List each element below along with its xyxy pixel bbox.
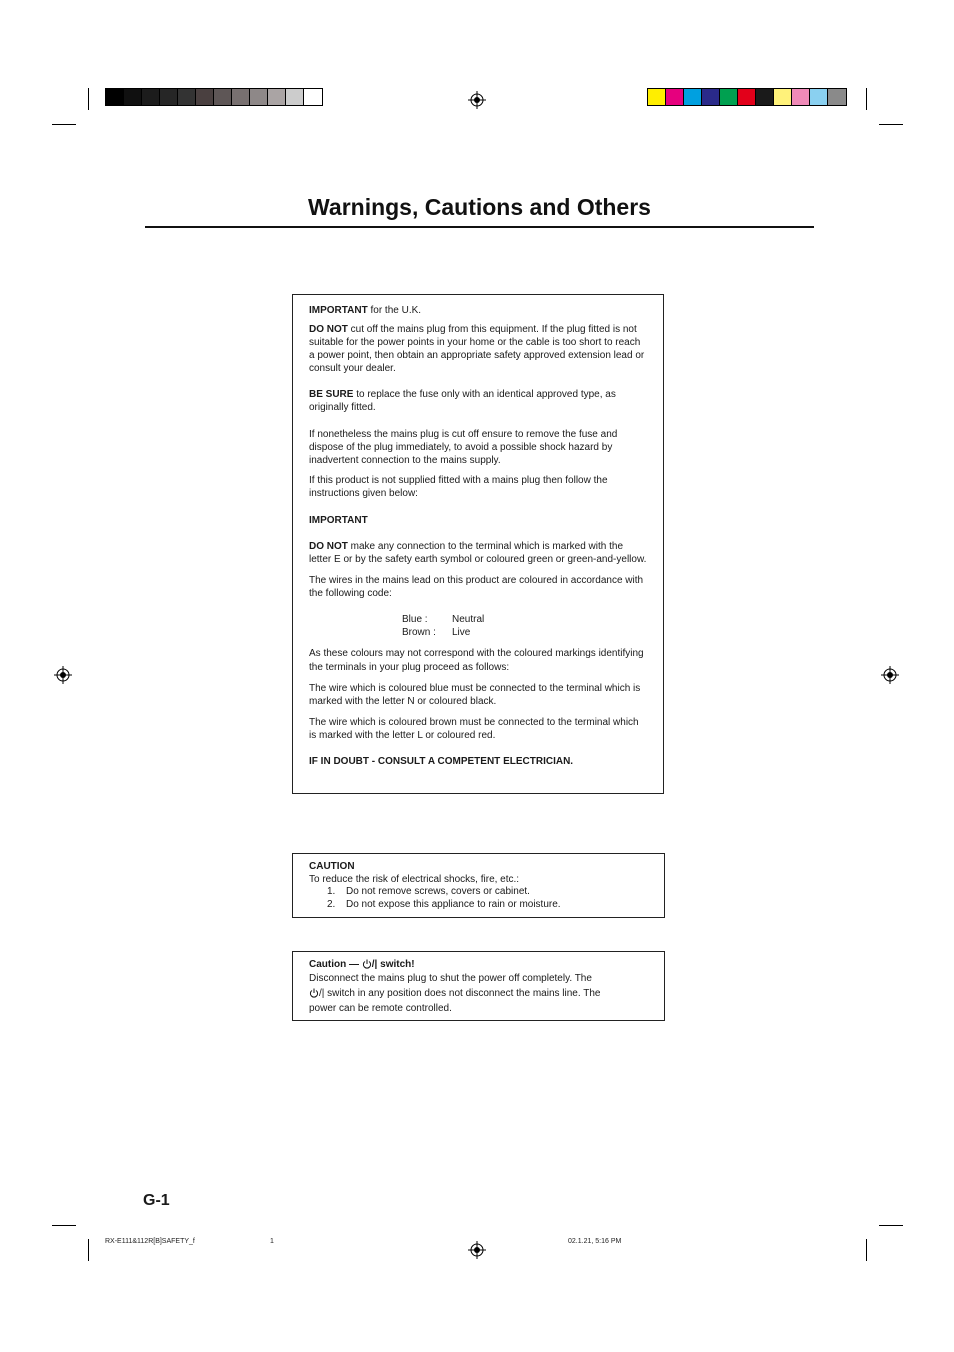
list-item: 1. Do not remove screws, covers or cabinet. [327, 886, 530, 897]
switch-caution-line: /| switch in any position does not disconnect the mains line. The [309, 987, 648, 1001]
page-number: G-1 [143, 1192, 170, 1209]
color-swatch [304, 89, 322, 105]
registration-mark-icon [468, 91, 486, 109]
important-uk-line: IMPORTANT for the U.K. [309, 305, 422, 316]
color-swatch [196, 89, 214, 105]
switch-caution-heading: Caution — /| switch! [309, 959, 415, 970]
color-swatch [214, 89, 232, 105]
caution-intro: To reduce the risk of electrical shocks, fire, etc.: [309, 873, 520, 885]
color-swatch [178, 89, 196, 105]
color-swatch [268, 89, 286, 105]
color-swatch [828, 89, 846, 105]
footer-page: 1 [270, 1238, 274, 1245]
color-swatch [738, 89, 756, 105]
color-swatch [232, 89, 250, 105]
blue-wire-paragraph: The wire which is coloured blue must be connected to the terminal which is marked with the letter N or coloured black. [309, 683, 641, 707]
crop-mark [88, 88, 89, 110]
important-heading: IMPORTANT [309, 515, 368, 526]
switch-caution-line: power can be remote controlled. [309, 1003, 452, 1014]
page-title: Warnings, Cautions and Others [308, 194, 651, 220]
be-sure-paragraph: BE SURE to replace the fuse only with an identical approved type, as originally fitted. [309, 389, 616, 413]
color-swatch [792, 89, 810, 105]
standby-switch-caution-box [292, 951, 665, 1021]
color-swatch [106, 89, 124, 105]
not-supplied-paragraph: If this product is not supplied fitted with a mains plug then follow the instructions given below: [309, 475, 608, 499]
caution-heading: CAUTION [309, 861, 355, 872]
do-not-cut-paragraph: DO NOT cut off the mains plug from this equipment. If the plug fitted is not suitable for the power points in your home or the cable is too short to reach a power point, then obtain an appropriate safety approved extension lead or consult your dealer. [309, 324, 645, 374]
registration-mark-icon [468, 1241, 486, 1259]
uk-plug-warning-box [292, 294, 664, 794]
color-swatch [160, 89, 178, 105]
wire-code-row: Blue : Neutral [402, 614, 485, 625]
standby-power-icon [362, 959, 372, 969]
switch-caution-line: Disconnect the mains plug to shut the power off completely. The [309, 973, 592, 984]
wire-code-table [402, 613, 647, 639]
color-calibration-bar [647, 88, 847, 106]
color-swatch [720, 89, 738, 105]
caution-box [292, 853, 665, 918]
wire-code-row: Brown : Live [402, 627, 471, 638]
color-swatch [774, 89, 792, 105]
color-swatch [702, 89, 720, 105]
color-swatch [250, 89, 268, 105]
nonetheless-paragraph: If nonetheless the mains plug is cut off ensure to remove the fuse and dispose of the plug immediately, to avoid a possible shock hazard by inadvertent connection to the mains supply. [309, 429, 618, 466]
registration-mark-icon [54, 666, 72, 684]
registration-mark-icon [881, 666, 899, 684]
color-swatch [142, 89, 160, 105]
footer-datetime: 02.1.21, 5:16 PM [568, 1238, 622, 1245]
color-swatch [684, 89, 702, 105]
crop-mark [52, 124, 76, 125]
color-swatch [286, 89, 304, 105]
list-item: 2. Do not expose this appliance to rain or moisture. [327, 898, 561, 910]
crop-mark [879, 124, 903, 125]
color-swatch [756, 89, 774, 105]
brown-wire-paragraph: The wire which is coloured brown must be connected to the terminal which is marked with the letter L or coloured red. [309, 717, 639, 741]
if-in-doubt-line: IF IN DOUBT - CONSULT A COMPETENT ELECTRICIAN. [309, 756, 574, 767]
as-these-paragraph: As these colours may not correspond with the coloured markings identifying the terminals in your plug proceed as follows: [309, 648, 644, 673]
color-swatch [666, 89, 684, 105]
color-swatch [810, 89, 828, 105]
crop-mark [866, 88, 867, 110]
color-swatch [648, 89, 666, 105]
grayscale-calibration-bar [105, 88, 323, 106]
do-not-connect-paragraph: DO NOT make any connection to the terminal which is marked with the letter E or by the safety earth symbol or coloured green or green-and-yellow. [309, 541, 647, 565]
crop-mark [52, 1225, 76, 1226]
standby-power-icon [309, 988, 319, 998]
crop-mark [88, 1239, 89, 1261]
crop-mark [866, 1239, 867, 1261]
title-underline [145, 226, 814, 228]
footer-filename: RX-E111&112R[B]SAFETY_f [105, 1238, 195, 1245]
wires-paragraph: The wires in the mains lead on this product are coloured in accordance with the following code: [309, 575, 644, 599]
crop-mark [879, 1225, 903, 1226]
color-swatch [124, 89, 142, 105]
